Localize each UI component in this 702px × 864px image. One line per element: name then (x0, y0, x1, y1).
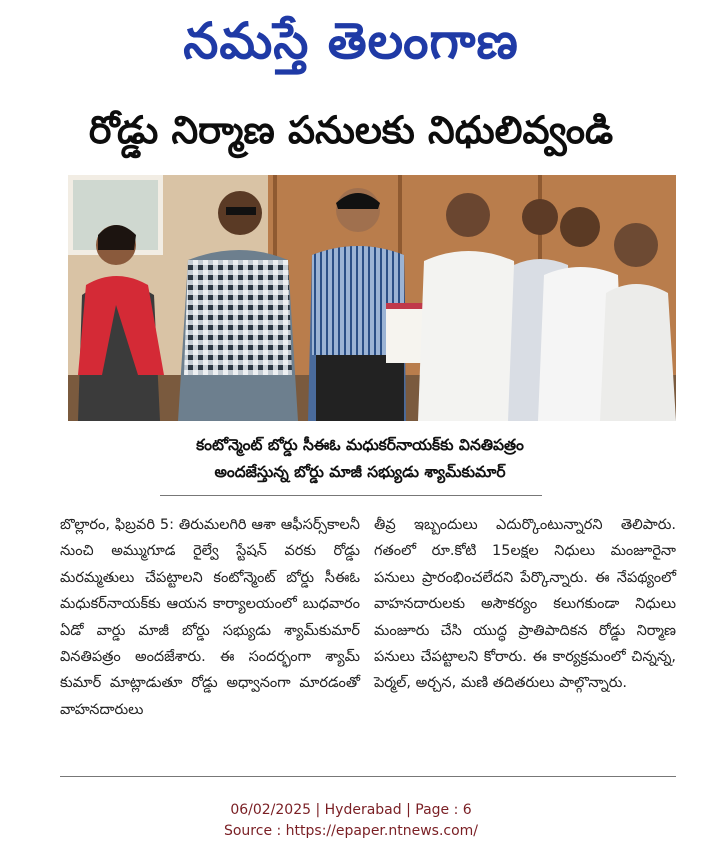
caption-line-2: అందజేస్తున్న బోర్డు మాజీ సభ్యుడు శ్యామ్‌కుమార్ (214, 463, 506, 481)
article-text-left: బొల్లారం, ఫిబ్రవరి 5: తిరుమలగిరి ఆశా ఆఫీసర్స్‌కాలనీ నుంచి అమ్ముగూడ రైల్వే స్టేషన్ వరకు రోడ్డు మరమ్మతులు చేపట్టాలని కంటోన్మెంట్ బోర్డు సీఈఓ మధుకర్‌నాయక్‌కు ఆయన కార్యాలయంలో బుధవారం ఏడో వార్డు మాజీ బోర్డు సభ్యుడు శ్యామ్‌కుమార్ వినతిపత్రం అందజేశారు. ఈ సందర్భంగా శ్యామ్ కుమార్ మాట్లాడుతూ రోడ్డు అధ్వానంగా మారడంతో వాహనదారులు (60, 517, 360, 718)
page-footer (0, 800, 702, 842)
article-column-left (60, 512, 360, 723)
article-text-right: తీవ్ర ఇబ్బందులు ఎదుర్కొంటున్నారని తెలిపారు. గతంలో రూ.కోటి 15లక్షల నిధులు మంజూరైనా పనులు ప్రారంభించలేదని పేర్కొన్నారు. ఈ నేపథ్యంలో వాహనదారులకు అసౌకర్యం కలుగకుండా నిధులు మంజూరు చేసి యుద్ధ ప్రాతిపాదికన రోడ్డు నిర్మాణ పనులు చేపట్టాలని కోరారు. ఈ కార్యక్రమంలో చిన్నన్న, పెర్మల్, అర్చన, మణి తదితరులు పాల్గొన్నారు. (374, 517, 676, 692)
footer-source: Source : https://epaper.ntnews.com/ (223, 823, 479, 839)
masthead-text: నమస్తే తెలంగాణ (183, 11, 519, 70)
photo-caption (80, 432, 640, 486)
article-bottom-rule (60, 776, 676, 777)
news-photo (68, 175, 676, 421)
caption-line-1: కంటోన్మెంట్ బోర్డు సీఈఓ మధుకర్‌నాయక్‌కు వినతిపత్రం (196, 436, 524, 454)
photo-illustration (68, 175, 676, 421)
headline: రోడ్డు నిర్మాణ పనులకు నిధులివ్వండి (88, 108, 614, 152)
article-column-right (374, 512, 676, 697)
masthead-logo (0, 6, 702, 76)
caption-divider (160, 495, 542, 496)
footer-date-page: 06/02/2025 | Hyderabad | Page : 6 (230, 802, 472, 818)
